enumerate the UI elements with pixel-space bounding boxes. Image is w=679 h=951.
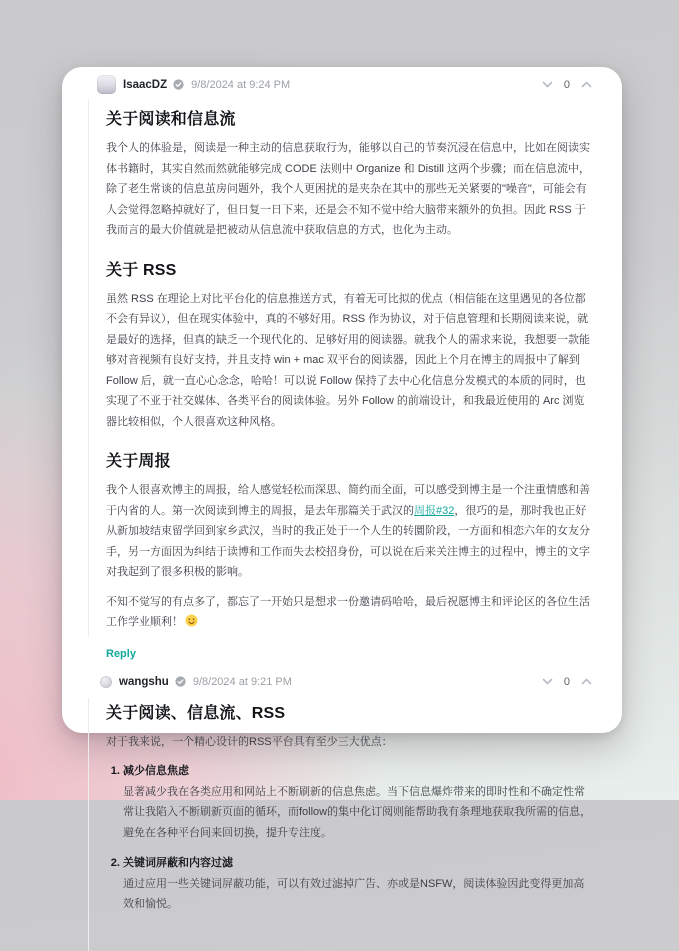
downvote-chevron-icon[interactable]: [542, 81, 553, 88]
smile-emoji: [185, 614, 198, 635]
reply-button[interactable]: Reply: [106, 647, 136, 660]
list-item-text: 通过应用一些关键词屏蔽功能，可以有效过滤掉广告、亦或是NSFW，阅读体验因此变得更加高效和愉悦。: [123, 877, 585, 910]
weekly-text-before-link: 我个人很喜欢博主的周报，给人感觉轻松而深思、简约而全面，可以感受到博主是一个注重情感和善于内省的人。第一次阅读到博主的周报，是去年那篇关于武汉的: [106, 484, 590, 517]
vote-controls: [542, 676, 592, 688]
paragraph-closing: [106, 592, 594, 635]
verified-check-icon: [173, 79, 184, 90]
paragraph-intro: 对于我来说，一个精心设计的RSS平台具有至少三大优点：: [106, 735, 393, 748]
list-item-text: 显著减少我在各类应用和网站上不断刷新的信息焦虑。当下信息爆炸带来的即时性和不确定性常常让我陷入不断刷新页面的循环，而follow的集中化订阅则能帮助我有条理地获取我所需的信息，避免在各种平台间来回切换，提升专注度。: [123, 785, 592, 839]
section-heading-reading-feeds-rss: 关于阅读、信息流、RSS: [106, 704, 286, 722]
avatar: [100, 676, 112, 688]
section-heading-rss: 关于 RSS: [106, 261, 177, 279]
verified-check-icon: [175, 676, 186, 687]
comment-header: [97, 75, 594, 94]
section-heading-weekly: 关于周报: [106, 453, 171, 470]
thread-collapse-line[interactable]: [88, 99, 89, 636]
list-item: [123, 853, 594, 915]
list-item-title: 2. 关键词屏蔽和内容过滤: [123, 857, 233, 869]
comments-card: [62, 67, 622, 910]
comment-timestamp: 9/8/2024 at 9:24 PM: [191, 78, 291, 91]
upvote-chevron-icon[interactable]: [581, 678, 592, 685]
weekly-issue-link[interactable]: 周报#32: [414, 504, 455, 517]
comment-isaacdz: [62, 67, 622, 668]
list-item: [123, 761, 594, 843]
advantages-list: [106, 761, 594, 915]
avatar: [97, 75, 116, 94]
vote-score: 0: [563, 675, 570, 688]
weekly-text-after-link: ，很巧的是，那时我也正好从新加坡结束留学回到家乡武汉，当时的我正处于一个人生的转圜阶段，一方面和相恋六年的女友分手，另一方面因为纠结于读博和工作而失去校招身份，可以说在后来关注博主的过程中，博主的文字对我起到了很多积极的影响。: [106, 504, 590, 578]
list-item-title: 1. 减少信息焦虑: [123, 765, 189, 777]
paragraph-weekly: [106, 480, 594, 583]
downvote-chevron-icon[interactable]: [542, 678, 553, 685]
section-heading-reading-feeds: 关于阅读和信息流: [106, 111, 236, 128]
upvote-chevron-icon[interactable]: [581, 81, 592, 88]
comment-wangshu: [62, 668, 622, 931]
comment-timestamp: 9/8/2024 at 9:21 PM: [192, 675, 292, 688]
vote-controls: [542, 79, 592, 91]
comment-author: wangshu: [119, 675, 169, 688]
comment-author: IsaacDZ: [123, 78, 168, 91]
paragraph-rss: 虽然 RSS 在理论上对比平台化的信息推送方式，有着无可比拟的优点（相信能在这里遇见的各位都不会有异议），但在现实体验中，真的不够好用。RSS 作为协议，对于信息管理和长期阅读来说，就是最好的选择，但真的缺乏一个现代化的、足够好用的阅读器。就我个人的需求来说，我想要一款能够对音视频有良好支持，并且支持 win + mac 双平台的阅读器，因此上个月在博主的周报中了解到 Follow 后，就一直心心念念，哈哈！可以说 Follow 保持了去中心化信息分发模式的本质的同时，也实现了不亚于社交媒体、各类平台的阅读体验。另外 Follow 的前端设计，和我最近使用的 Arc 浏览器比较相似，个人很喜欢这种风格。: [106, 292, 590, 428]
comment-header: [100, 676, 594, 688]
comment-body: [106, 106, 594, 662]
comment-body: [106, 700, 594, 915]
closing-text: 不知不觉写的有点多了，都忘了一开始只是想求一份邀请码哈哈，最后祝愿博主和评论区的各位生活工作学业顺利！: [106, 595, 590, 628]
vote-score: 0: [563, 78, 570, 91]
paragraph-reading-feeds: 我个人的体验是，阅读是一种主动的信息获取行为，能够以自己的节奏沉浸在信息中，比如在阅读实体书籍时，其实自然而然就能够完成 CODE 法则中 Organize 和 Distill 这两个步骤；而在信息流中，除了老生常谈的信息茧房问题外，我个人更困扰的是夹杂在其中的那些无关紧要的"噪音"，可能会有人会觉得忽略掉就好了，但日复一日下来，还是会不知不觉中给大脑带来额外的负担。因此 RSS 于我而言的最大价值就是把被动从信息流中获取信息的方式，也化为主动。: [106, 142, 591, 236]
thread-collapse-line[interactable]: [88, 698, 89, 951]
